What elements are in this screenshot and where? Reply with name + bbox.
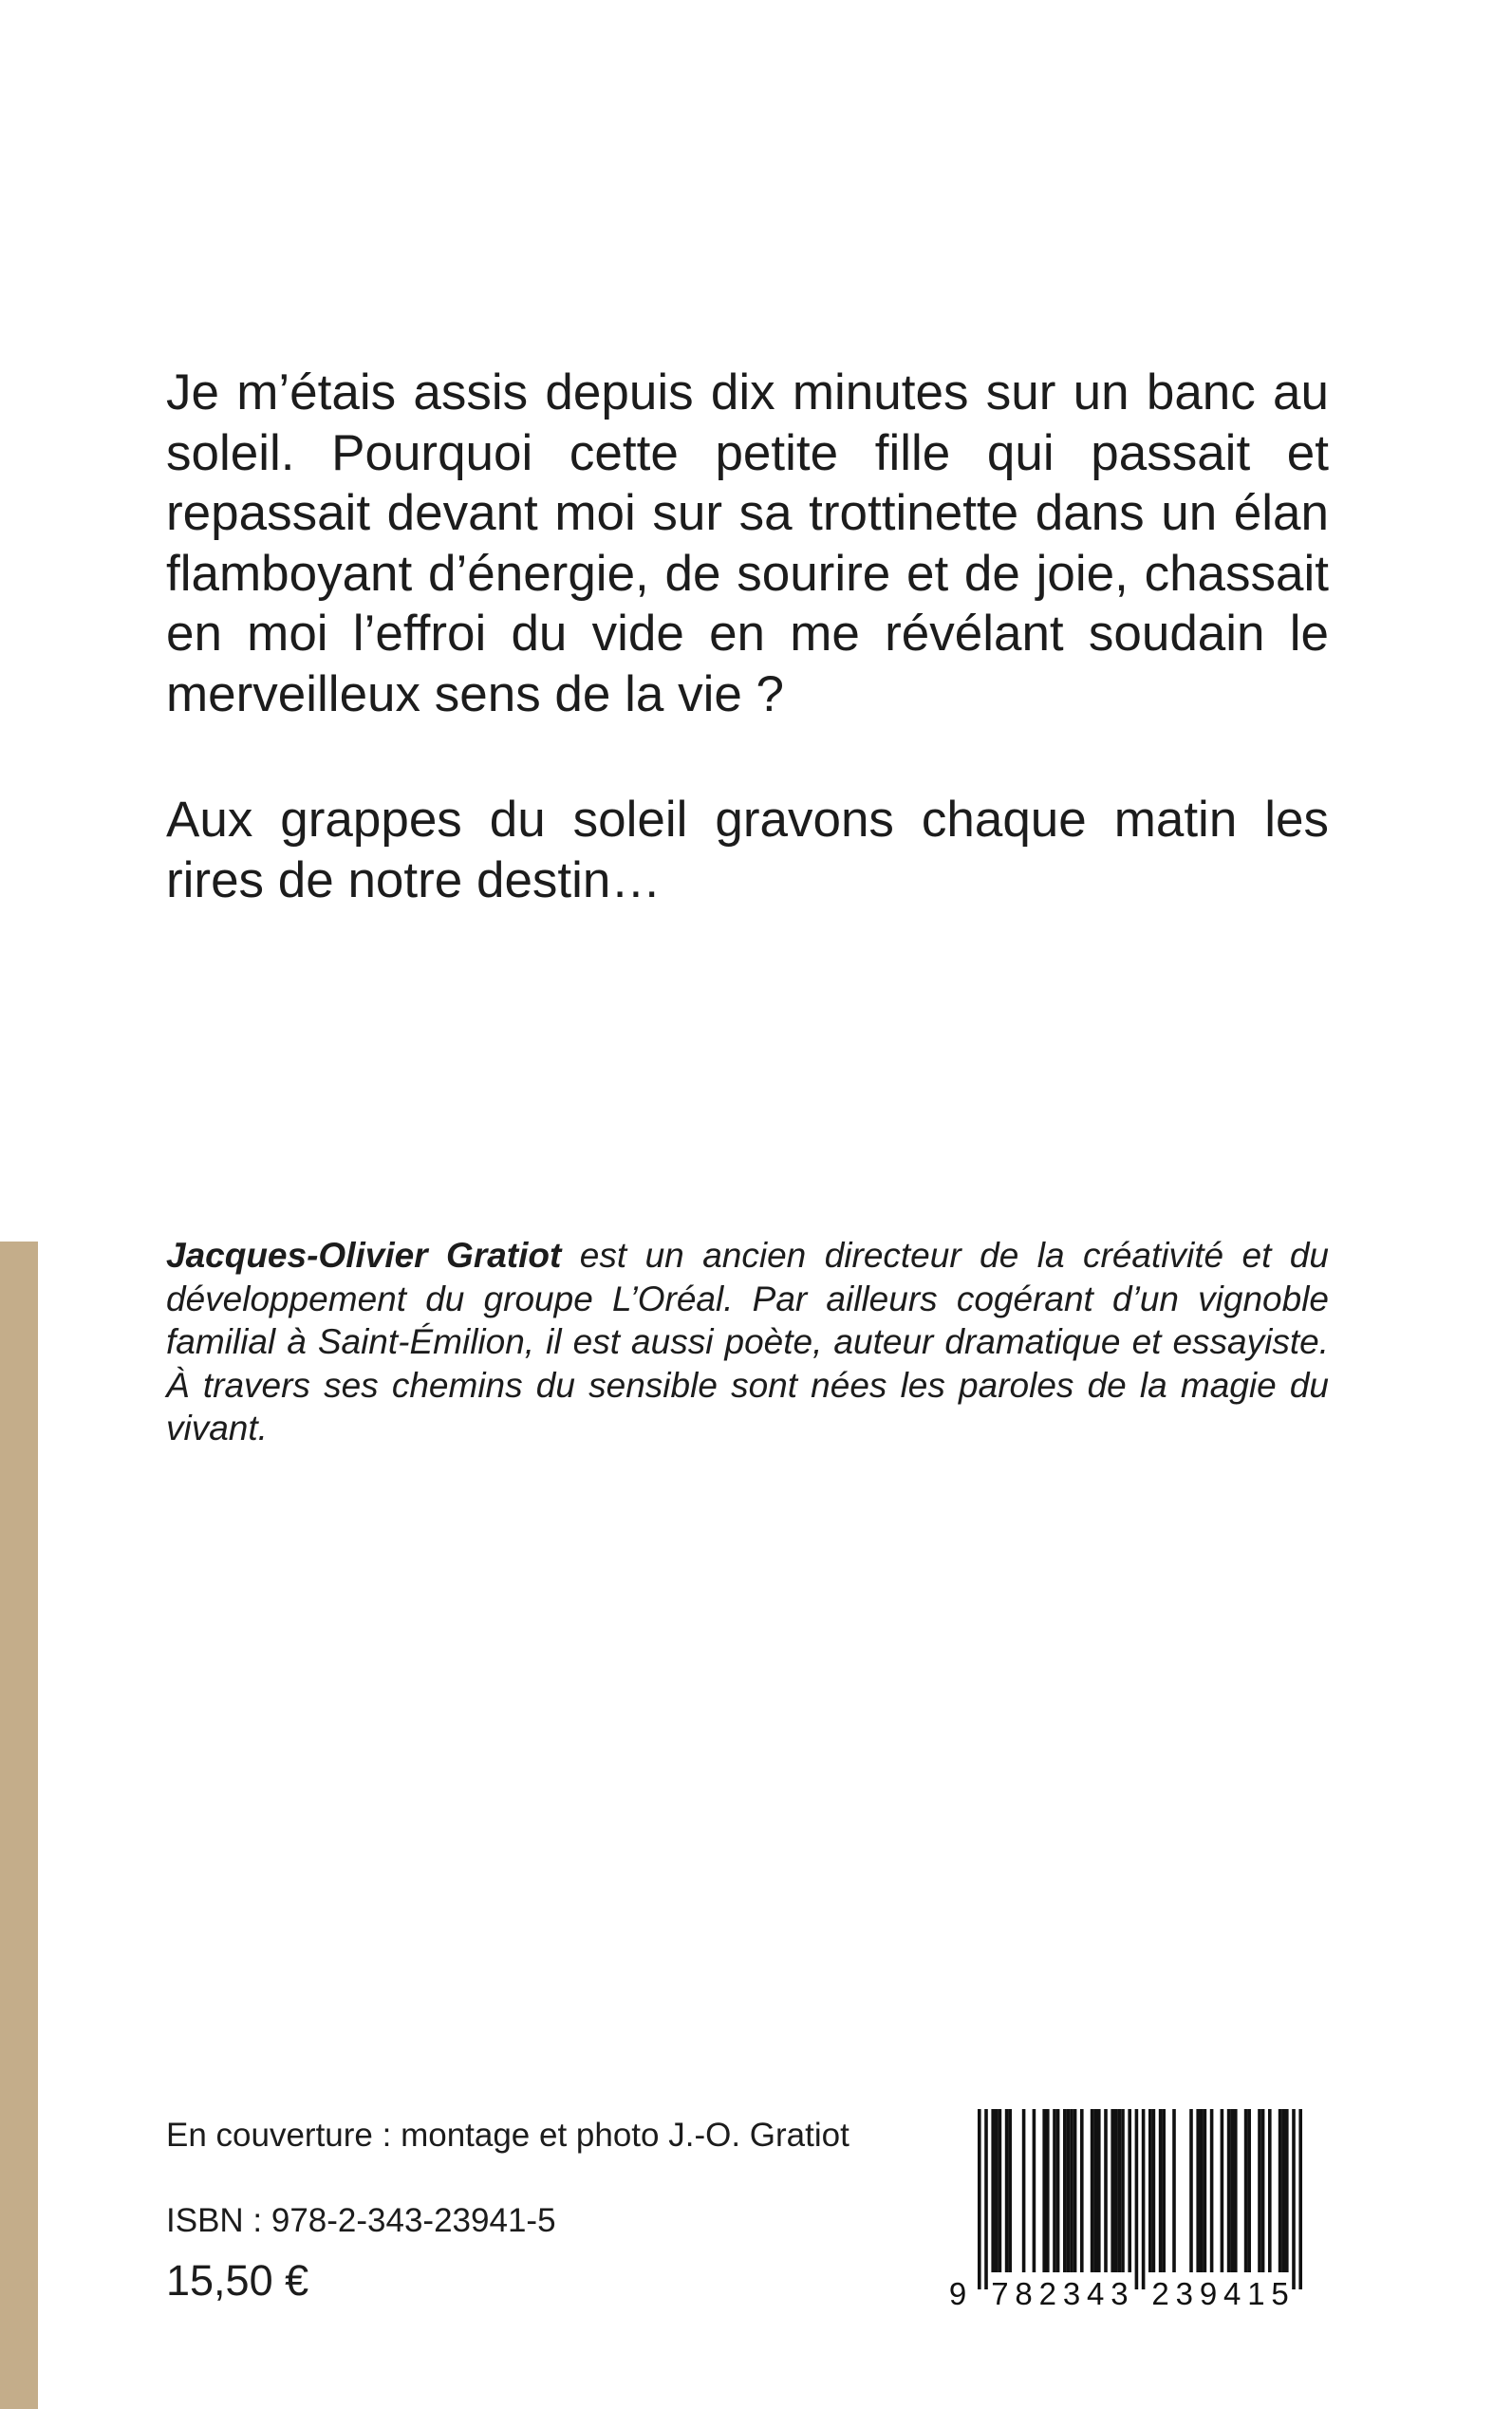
barcode-digit: 3 [1062,2276,1081,2308]
barcode-digit: 5 [1271,2276,1289,2308]
isbn-label: ISBN : 978-2-343-23941-5 [166,2202,556,2239]
author-name: Jacques-Olivier Gratiot [166,1236,562,1275]
barcode-bar [1080,2109,1084,2272]
price-label: 15,50 € [166,2256,309,2305]
barcode-bar [1292,2109,1296,2289]
barcode-bar [1093,2109,1097,2272]
barcode-digit: 3 [1175,2276,1193,2308]
barcode-bar [1008,2109,1012,2272]
barcode-bar [1056,2109,1060,2272]
barcode [944,2109,1319,2308]
blurb-paragraph-2: Aux grappes du soleil gravons chaque matin les rires de notre destin… [166,792,1329,908]
barcode-bar [1005,2109,1009,2272]
barcode-bar [1073,2109,1077,2272]
barcode-bar [991,2109,995,2272]
barcode-digit: 1 [1247,2276,1265,2308]
barcode-bar [1067,2109,1071,2272]
barcode-bar [1196,2109,1200,2272]
barcode-bar [1142,2109,1146,2289]
barcode-bar [1022,2109,1026,2272]
barcode-bar [1298,2109,1302,2289]
barcode-bar [1204,2109,1207,2272]
barcode-bar [1281,2109,1285,2272]
barcode-bar [1162,2109,1166,2272]
barcode-bar [1172,2109,1176,2272]
barcode-bar [1070,2109,1073,2272]
barcode-bar [1042,2109,1046,2272]
barcode-digit: 8 [1015,2276,1033,2308]
barcode-digit: 2 [1038,2276,1056,2308]
barcode-bar [1091,2109,1094,2272]
barcode-bar [1189,2109,1193,2272]
barcode-bar [978,2109,981,2289]
barcode-digit: 9 [1199,2276,1218,2308]
barcode-bar [984,2109,988,2289]
blurb-paragraph-1: Je m’étais assis depuis dix minutes sur un banc au soleil. Pourquoi cette petite fille qui passait et repassait devant moi sur sa trottinette dans un élan flamboyant d’énergie, de sourire et de joie, chassait en moi l’effroi du vide en me révélant soudain le merveilleux sens de la vie ? [166,364,1329,722]
barcode-digit: 4 [1087,2276,1105,2308]
barcode-bar [995,2109,999,2272]
barcode-digit: 9 [948,2276,967,2308]
barcode-bar [1210,2109,1214,2272]
barcode-bar [1152,2109,1156,2272]
barcode-bar [1234,2109,1238,2272]
barcode-bar [1053,2109,1056,2272]
barcode-bar [1111,2109,1114,2272]
barcode-digit: 7 [991,2276,1009,2308]
barcode-bar [1148,2109,1152,2272]
barcode-bar [1121,2109,1125,2272]
barcode-bar [1033,2109,1036,2272]
barcode-bar [999,2109,1002,2272]
barcode-bar [1200,2109,1204,2272]
barcode-bar [1097,2109,1101,2272]
barcode-bar [1135,2109,1139,2289]
barcode-bar [1279,2109,1282,2272]
barcode-bar [1063,2109,1067,2272]
barcode-bar [1230,2109,1234,2272]
barcode-bar [1247,2109,1251,2272]
barcode-digit: 3 [1111,2276,1129,2308]
barcode-bar [1114,2109,1118,2272]
barcode-digit: 4 [1223,2276,1241,2308]
author-bio: Jacques-Olivier Gratiot est un ancien directeur de la créativité et du développement du groupe L’Oréal. Par ailleurs cogérant d’un vignoble familial à Saint-Émilion, il est aussi poète, auteur dramatique et essayiste. À travers ses chemins du sensible sont nées les paroles de la magie du vivant. [166,1236,1329,1447]
barcode-bar [1104,2109,1108,2272]
barcode-digit: 2 [1151,2276,1169,2308]
barcode-bar [1128,2109,1131,2272]
spine-color-band [0,1242,38,2409]
barcode-bar [1046,2109,1050,2272]
barcode-bar [1227,2109,1231,2272]
barcode-bar [1261,2109,1265,2272]
barcode-bar [1244,2109,1248,2272]
barcode-bar [1159,2109,1163,2272]
cover-credit: En couverture : montage et photo J.-O. Gratiot [166,2117,849,2154]
barcode-bar [1118,2109,1122,2272]
barcode-bar [1268,2109,1272,2272]
barcode-bar [1285,2109,1289,2272]
barcode-bar [1221,2109,1224,2272]
barcode-bar [1258,2109,1261,2272]
